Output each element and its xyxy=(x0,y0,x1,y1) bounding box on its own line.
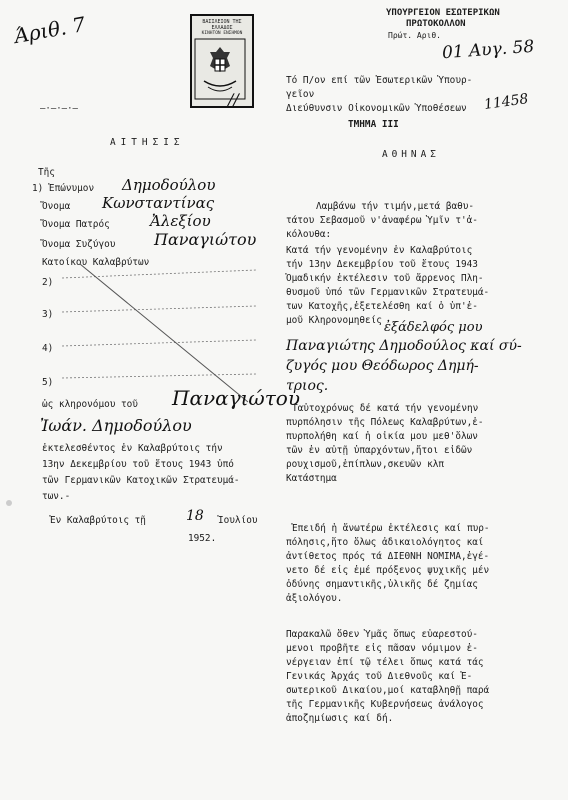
place-date-text: Ἐν Καλαβρύτοις τῇ xyxy=(50,515,146,526)
body-line: πόλησις,ἥτο ὅλως ἀδικαιολόγητος καί xyxy=(286,537,484,548)
body-line: μοῦ Κληρονομηθείς xyxy=(286,315,382,326)
body-line: τάτου Σεβασμοῦ ν'ἀναφέρω Ὑμῖν τ'ἀ- xyxy=(286,215,478,226)
body-line: ἀξιολόγου. xyxy=(286,593,343,604)
body-line: ὀδύνης σημαντικῆς,ὑλικῆς δέ ζημίας xyxy=(286,579,478,590)
ministry-stamp-date: 01 Αυγ. 58 xyxy=(441,36,535,64)
place-date-day: 18 xyxy=(186,508,204,524)
body-line: πυρπολήθη καί ἡ οἰκία μου μεθ'ὅλων xyxy=(286,431,478,442)
heir-name-2: Ἰωάν. Δημοδούλου xyxy=(40,416,192,435)
body-line: Ὁμαδικήν ἐκτέλεσιν τοῦ ἄρρενος Πλη- xyxy=(286,273,484,284)
royal-coat-of-arms-icon xyxy=(192,37,248,103)
stamp-sub-text: ΚΙΝΗΤΟΝ ΕΝΣΗΜΟΝ xyxy=(201,31,243,36)
body-line: Ταὐτοχρόνως δέ κατά τήν γενομένην xyxy=(292,403,479,414)
surname-value: Δημοδούλου xyxy=(122,176,216,194)
spouse-name-label: Ὄνομα Συζύγου xyxy=(42,239,116,250)
body-line: πυρπόλησιν τῆς Πόλεως Καλαβρύτων,ἐ- xyxy=(286,417,484,428)
field-5-label: 5) xyxy=(42,377,54,388)
body-line: σωτερικοῦ Δικαίου,μοί καταβληθῇ παρά xyxy=(286,685,490,696)
body-line: τήν 13ην Δεκεμβρίου τοῦ ἔτους 1943 xyxy=(286,259,478,270)
field-4-label: 4) xyxy=(42,343,54,354)
handwritten-insert-1: ἐξάδελφός μου xyxy=(384,320,483,335)
corner-mark: —·—·—·— xyxy=(40,104,78,114)
heir-line-3: τῶν Γερμανικῶν Κατοχικῶν Στρατευμά- xyxy=(42,475,240,486)
body-line: νετο δέ εἰς ἐμέ πρόξενος ψυχικῆς μέν xyxy=(286,565,490,576)
heir-line-1: ἐκτελεσθέντος ἐν Καλαβρύτοις τήν xyxy=(42,443,223,454)
heir-prefix: ὡς κληρονόμου τοῦ xyxy=(42,399,138,410)
body-paragraph-1 xyxy=(286,200,489,328)
surname-label: 1) Ἐπώνυμον xyxy=(32,183,95,194)
field-2-label: 2) xyxy=(42,277,54,288)
ministry-received-label: Πρώτ. Αριθ. xyxy=(388,31,441,40)
resident-label: Κατοίκου Καλαβρύτων xyxy=(42,257,150,268)
body-line: τῶν ἐν αὐτῇ ὑπαρχόντων,ἤτοι εἰδῶν xyxy=(286,445,473,456)
body-line: Κατάστημα xyxy=(286,473,337,484)
handwritten-insert-3: ζυγός μου Θεόδωρος Δημή- xyxy=(286,358,479,374)
body-paragraph-2 xyxy=(286,402,484,486)
addressee-line1: Τό Π/ον επί τῶν Ἐσωτερικῶν Ὑπουρ- xyxy=(286,75,473,86)
name-label: Ὄνομα xyxy=(42,201,71,212)
heir-name-1: Παναγιώτου xyxy=(172,386,300,410)
addressee-dept: ΤΜΗΜΑ ΙΙΙ xyxy=(348,119,399,130)
body-line: μενοι προβῆτε εἰς πᾶσαν νόμιμον ἐ- xyxy=(286,643,478,654)
document-title: ΑΙΤΗΣΙΣ xyxy=(110,137,185,148)
addressee-city: ΑΘΗΝΑΣ xyxy=(382,149,440,160)
place-date-year: 1952. xyxy=(188,533,217,544)
body-paragraph-4 xyxy=(286,628,489,726)
ministry-stamp-number: 11458 xyxy=(483,90,530,114)
body-line: κόλουθα: xyxy=(286,229,332,240)
revenue-stamp xyxy=(190,14,254,108)
heir-line-4: των.- xyxy=(42,491,71,502)
body-line: Παρακαλῶ ὅθεν Ὑμᾶς ὅπως εὐαρεστού- xyxy=(286,629,478,640)
name-value: Κωνσταντίνας xyxy=(102,194,215,212)
ministry-stamp-line1: ΥΠΟΥΡΓΕΙΟΝ ΕΣΩΤΕΡΙΚΩΝ xyxy=(386,8,500,18)
punch-hole xyxy=(6,500,12,506)
field-3-label: 3) xyxy=(42,309,54,320)
handwritten-insert-4: τριος. xyxy=(286,378,329,394)
body-line: Ἐπειδή ἡ ἄνωτέρω ἐκτέλεσις καί πυρ- xyxy=(292,523,490,534)
body-line: ἀποζημίωσις καί δή. xyxy=(286,713,394,724)
body-line: τῆς Γερμανικῆς Κυβερνήσεως ἀνάλογος xyxy=(286,699,484,710)
body-line: θυσμοῦ ὑπό τῶν Γερμανικῶν Στρατευμά- xyxy=(286,287,490,298)
spouse-name-value: Παναγιώτου xyxy=(154,230,257,249)
place-date-month: Ἰουλίου xyxy=(218,515,258,526)
body-paragraph-3 xyxy=(286,522,490,606)
handwritten-insert-2: Παναγιώτης Δημοδούλος καί σύ- xyxy=(286,338,522,354)
signature-mark: ∕∕ xyxy=(228,90,239,109)
body-line: Κατά τήν γενομένην ἐν Καλαβρύτοις xyxy=(286,245,473,256)
body-line: ἀντίθετος πρός τά ΔΙΕΘΝΗ ΝΟΜΙΜΑ,ἐγέ- xyxy=(286,551,490,562)
body-line: Λαμβάνω τήν τιμήν,μετά βαθυ- xyxy=(316,201,475,212)
corner-note: Άριθ. 7 xyxy=(12,11,88,49)
father-name-label: Ὄνομα Πατρός xyxy=(42,219,110,230)
body-line: ρουχισμοῦ,ἐπίπλων,σκευῶν κλπ xyxy=(286,459,445,470)
heir-line-2: 13ην Δεκεμβρίου τοῦ ἔτους 1943 ὑπό xyxy=(42,459,234,470)
father-name-value: Ἀλεξίου xyxy=(150,212,211,230)
addressee-line3: Διεύθυνσιν Οἰκονομικῶν Ὑποθέσεων xyxy=(286,103,467,114)
addressee-line2: γεῖον xyxy=(286,89,315,100)
tis-label: Τῆς xyxy=(38,167,55,178)
body-line: νέργειαν ἐπί τῷ τέλει ὅπως κατά τάς xyxy=(286,657,484,668)
body-line: Γενικάς Ἀρχάς τοῦ Διεθνοῦς καί Ἐ- xyxy=(286,671,473,682)
body-line: των Κατοχῆς,ἐξετελέσθη καί ὁ ὑπ'ἐ- xyxy=(286,301,478,312)
ministry-stamp-line2: ΠΡΩΤΟΚΟΛΛΟΝ xyxy=(406,19,466,29)
stamp-top-text: ΒΑΣΙΛΕΙΟΝ ΤΗΣ ΕΛΛΑΔΟΣ xyxy=(202,19,242,31)
